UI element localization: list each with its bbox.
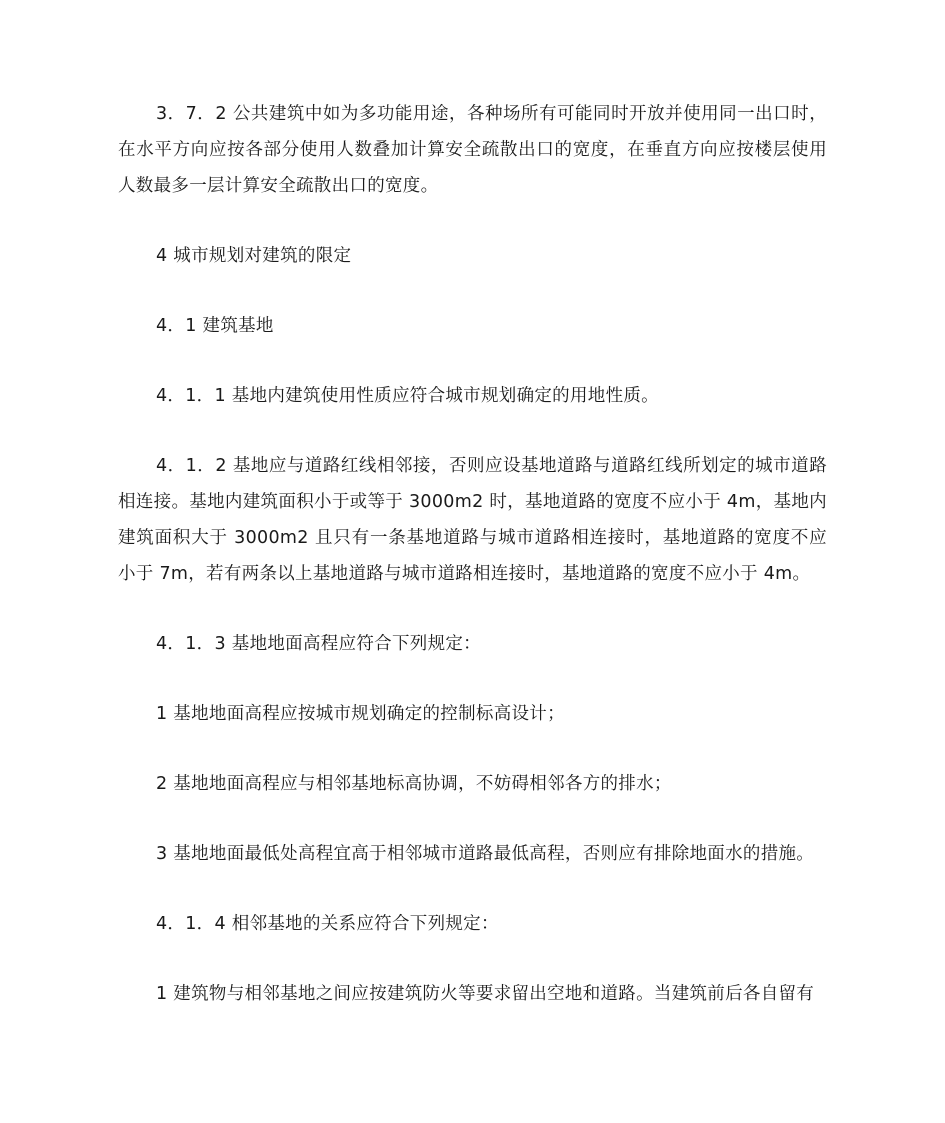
paragraph-3-7-2: 3．7．2 公共建筑中如为多功能用途，各种场所有可能同时开放并使用同一出口时，在水平方向应按各部分使用人数叠加计算安全疏散出口的宽度，在垂直方向应按楼层使用人数最多一层计算安全疏散出口的宽度。 — [118, 104, 827, 196]
paragraph-4-1-3: 4．1．3 基地地面高程应符合下列规定： — [156, 634, 481, 654]
paragraph-4-1-2: 4．1．2 基地应与道路红线相邻接，否则应设基地道路与道路红线所划定的城市道路相连接。基地内建筑面积小于或等于 3000m2 时，基地道路的宽度不应小于 4m，基地内建筑面积大于 3000m2 且只有一条基地道路与城市道路相连接时，基地道路的宽度不应小于 7m，若有两条以上基地道路与城市道路相连接时，基地道路的宽度不应小于 4m。 — [118, 456, 827, 584]
list-item-4-1-4-1: 1 建筑物与相邻基地之间应按建筑防火等要求留出空地和道路。当建筑前后各自留有 — [156, 984, 815, 1004]
paragraph-4-1-1: 4．1．1 基地内建筑使用性质应符合城市规划确定的用地性质。 — [156, 386, 659, 406]
paragraph-4-1-4: 4．1．4 相邻基地的关系应符合下列规定： — [156, 914, 499, 934]
section-heading-4-1: 4．1 建筑基地 — [156, 316, 274, 336]
list-item-4-1-3-1: 1 基地地面高程应按城市规划确定的控制标高设计； — [156, 704, 565, 724]
list-item-4-1-3-3: 3 基地地面最低处高程宜高于相邻城市道路最低高程，否则应有排除地面水的措施。 — [156, 844, 815, 864]
list-item-4-1-3-2: 2 基地地面高程应与相邻基地标高协调，不妨碍相邻各方的排水； — [156, 774, 672, 794]
section-heading-4: 4 城市规划对建筑的限定 — [156, 246, 352, 266]
